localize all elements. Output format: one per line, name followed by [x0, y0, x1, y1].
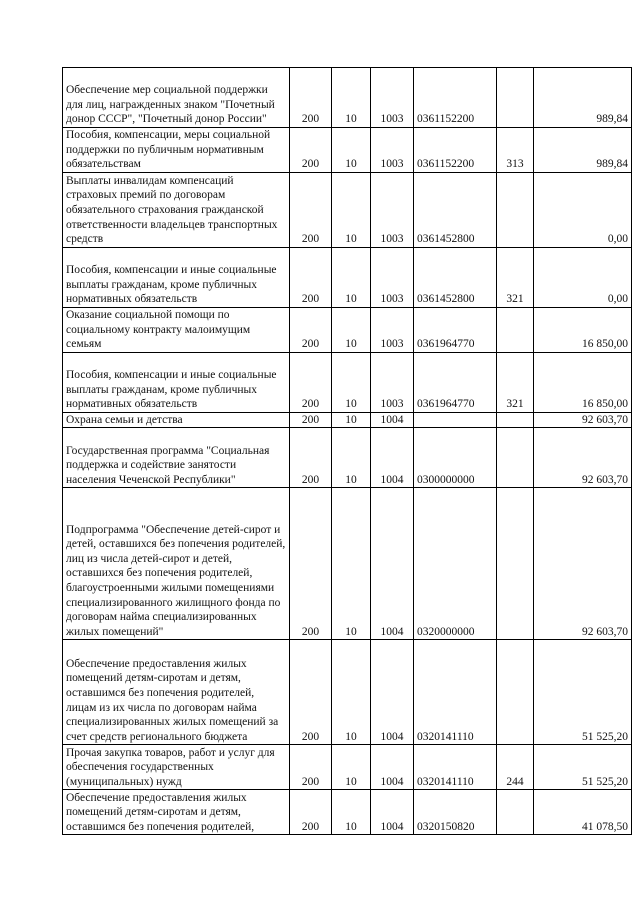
subsection-code-cell: 1004 [371, 428, 414, 488]
subsection-code-cell: 1004 [371, 745, 414, 790]
target-article-cell: 0320141110 [414, 640, 497, 745]
section-code-cell: 10 [332, 790, 371, 835]
row-name-cell: Обеспечение предоставления жилых помещений детям-сиротам и детям, оставшимся без попечения родителей, лицам из их числа по договорам найма специализированных жилых помещений за счет средств регионального бюджета [63, 640, 290, 745]
expense-type-cell: 321 [497, 247, 534, 307]
expense-type-cell [497, 307, 534, 352]
section-code-cell: 10 [332, 488, 371, 640]
table-row [63, 488, 632, 640]
section-code-cell: 10 [332, 247, 371, 307]
table-row [63, 428, 632, 488]
subsection-code-cell: 1003 [371, 307, 414, 352]
row-name-cell: Пособия, компенсации и иные социальные выплаты гражданам, кроме публичных нормативных обязательств [63, 247, 290, 307]
expense-type-cell: 321 [497, 352, 534, 412]
expense-type-cell [497, 640, 534, 745]
subsection-code-cell: 1004 [371, 640, 414, 745]
subsection-code-cell: 1004 [371, 790, 414, 835]
row-name-cell: Выплаты инвалидам компенсаций страховых премий по договорам обязательного страхования гражданской ответственности владельцев транспортных средств [63, 172, 290, 247]
admin-code-cell: 200 [290, 745, 332, 790]
section-code-cell: 10 [332, 352, 371, 412]
target-article-cell: 0320000000 [414, 488, 497, 640]
subsection-code-cell: 1003 [371, 247, 414, 307]
amount-cell: 92 603,70 [534, 488, 632, 640]
admin-code-cell: 200 [290, 790, 332, 835]
admin-code-cell: 200 [290, 307, 332, 352]
subsection-code-cell: 1003 [371, 352, 414, 412]
target-article-cell: 0361964770 [414, 307, 497, 352]
row-name-cell: Пособия, компенсации и иные социальные выплаты гражданам, кроме публичных нормативных обязательств [63, 352, 290, 412]
table-row [63, 172, 632, 247]
row-name-cell: Подпрограмма "Обеспечение детей-сирот и детей, оставшихся без попечения родителей, лиц из числа детей-сирот и детей, оставшихся без попечения родителей, благоустроенными жилыми помещениями специализированного жилищного фонда по договорам найма специализированных жилых помещений" [63, 488, 290, 640]
subsection-code-cell: 1004 [371, 412, 414, 428]
section-code-cell: 10 [332, 307, 371, 352]
amount-cell: 51 525,20 [534, 640, 632, 745]
target-article-cell: 0320150820 [414, 790, 497, 835]
row-name-cell: Обеспечение мер социальной поддержки для лиц, награжденных знаком "Почетный донор СССР", "Почетный донор России" [63, 68, 290, 128]
expense-type-cell [497, 790, 534, 835]
expense-type-cell [497, 172, 534, 247]
subsection-code-cell: 1004 [371, 488, 414, 640]
expense-type-cell [497, 428, 534, 488]
target-article-cell: 0361152200 [414, 128, 497, 173]
subsection-code-cell: 1003 [371, 128, 414, 173]
amount-cell: 0,00 [534, 172, 632, 247]
table-row [63, 790, 632, 835]
admin-code-cell: 200 [290, 488, 332, 640]
row-name-cell: Прочая закупка товаров, работ и услуг для обеспечения государственных (муниципальных) нужд [63, 745, 290, 790]
subsection-code-cell: 1003 [371, 68, 414, 128]
admin-code-cell: 200 [290, 428, 332, 488]
target-article-cell: 0361964770 [414, 352, 497, 412]
admin-code-cell: 200 [290, 640, 332, 745]
row-name-cell: Пособия, компенсации, меры социальной поддержки по публичным нормативным обязательствам [63, 128, 290, 173]
target-article-cell: 0361452800 [414, 172, 497, 247]
target-article-cell: 0320141110 [414, 745, 497, 790]
amount-cell: 51 525,20 [534, 745, 632, 790]
target-article-cell: 0361152200 [414, 68, 497, 128]
admin-code-cell: 200 [290, 128, 332, 173]
section-code-cell: 10 [332, 745, 371, 790]
amount-cell: 41 078,50 [534, 790, 632, 835]
amount-cell: 16 850,00 [534, 352, 632, 412]
expense-type-cell [497, 68, 534, 128]
amount-cell: 92 603,70 [534, 412, 632, 428]
table-row [63, 307, 632, 352]
amount-cell: 92 603,70 [534, 428, 632, 488]
expense-type-cell [497, 488, 534, 640]
admin-code-cell: 200 [290, 172, 332, 247]
section-code-cell: 10 [332, 640, 371, 745]
row-name-cell: Обеспечение предоставления жилых помещений детям-сиротам и детям, оставшимся без попечения родителей, [63, 790, 290, 835]
expense-type-cell: 244 [497, 745, 534, 790]
subsection-code-cell: 1003 [371, 172, 414, 247]
table-row [63, 640, 632, 745]
table-row [63, 247, 632, 307]
target-article-cell [414, 412, 497, 428]
row-name-cell: Государственная программа "Социальная поддержка и содействие занятости населения Чеченской Республики" [63, 428, 290, 488]
admin-code-cell: 200 [290, 352, 332, 412]
amount-cell: 989,84 [534, 128, 632, 173]
amount-cell: 16 850,00 [534, 307, 632, 352]
section-code-cell: 10 [332, 428, 371, 488]
target-article-cell: 0361452800 [414, 247, 497, 307]
budget-table [62, 67, 632, 835]
admin-code-cell: 200 [290, 412, 332, 428]
section-code-cell: 10 [332, 68, 371, 128]
table-row [63, 352, 632, 412]
table-row [63, 128, 632, 173]
admin-code-cell: 200 [290, 247, 332, 307]
row-name-cell: Оказание социальной помощи по социальному контракту малоимущим семьям [63, 307, 290, 352]
section-code-cell: 10 [332, 412, 371, 428]
table-row [63, 68, 632, 128]
admin-code-cell: 200 [290, 68, 332, 128]
expense-type-cell: 313 [497, 128, 534, 173]
amount-cell: 0,00 [534, 247, 632, 307]
section-code-cell: 10 [332, 128, 371, 173]
amount-cell: 989,84 [534, 68, 632, 128]
section-code-cell: 10 [332, 172, 371, 247]
table-row [63, 745, 632, 790]
table-row [63, 412, 632, 428]
expense-type-cell [497, 412, 534, 428]
row-name-cell: Охрана семьи и детства [63, 412, 290, 428]
target-article-cell: 0300000000 [414, 428, 497, 488]
